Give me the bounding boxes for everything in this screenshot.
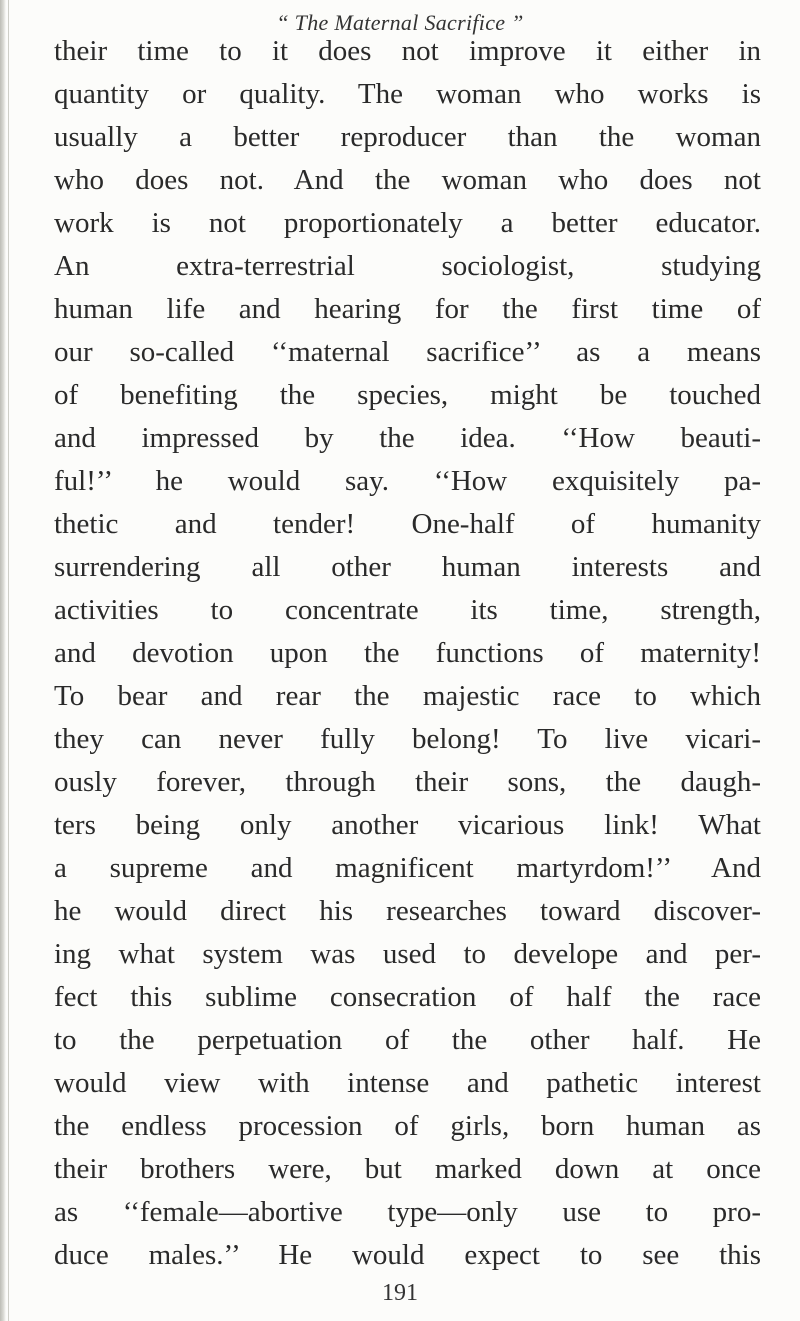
text-line: ters being only another vicarious link! What xyxy=(54,809,761,841)
text-line: fect this sublime consecration of half the race xyxy=(54,981,761,1013)
text-line: to the perpetuation of the other half. He xyxy=(54,1024,761,1056)
binding-edge xyxy=(0,0,6,1321)
text-line: surrendering all other human interests and xyxy=(54,551,761,583)
text-line: and devotion upon the functions of maternity! xyxy=(54,637,761,669)
text-line: duce males.’’ He would expect to see this xyxy=(54,1239,761,1271)
text-line: their brothers were, but marked down at once xyxy=(54,1153,761,1185)
text-line: and impressed by the idea. ‘‘How beauti- xyxy=(54,422,761,454)
body-text xyxy=(54,30,761,1277)
text-line: human life and hearing for the first time of xyxy=(54,293,761,325)
text-line: activities to concentrate its time, strength, xyxy=(54,594,761,626)
page-number: 191 xyxy=(382,1280,418,1306)
text-line: they can never fully belong! To live vicari- xyxy=(54,723,761,755)
text-line: as ‘‘female—abortive type—only use to pro- xyxy=(54,1196,761,1228)
text-line: of benefiting the species, might be touched xyxy=(54,379,761,411)
text-line: thetic and tender! One-half of humanity xyxy=(54,508,761,540)
text-line: their time to it does not improve it either in xyxy=(54,35,761,67)
text-line: he would direct his researches toward discover- xyxy=(54,895,761,927)
text-line: who does not. And the woman who does not xyxy=(54,164,761,196)
text-line: a supreme and magnificent martyrdom!’’ And xyxy=(54,852,761,884)
text-line: usually a better reproducer than the woman xyxy=(54,121,761,153)
binding-line xyxy=(8,0,9,1321)
text-line: An extra-terrestrial sociologist, studying xyxy=(54,250,761,282)
text-line: ing what system was used to develope and per- xyxy=(54,938,761,970)
text-line: the endless procession of girls, born human as xyxy=(54,1110,761,1142)
running-head: “ The Maternal Sacrifice ” xyxy=(276,10,524,35)
text-line: ful!’’ he would say. ‘‘How exquisitely pa- xyxy=(54,465,761,497)
text-line: our so-called ‘‘maternal sacrifice’’ as a means xyxy=(54,336,761,368)
text-line: ously forever, through their sons, the daugh- xyxy=(54,766,761,798)
text-line: work is not proportionately a better educator. xyxy=(54,207,761,239)
text-line: To bear and rear the majestic race to which xyxy=(54,680,761,712)
text-line: would view with intense and pathetic interest xyxy=(54,1067,761,1099)
text-line: quantity or quality. The woman who works is xyxy=(54,78,761,110)
